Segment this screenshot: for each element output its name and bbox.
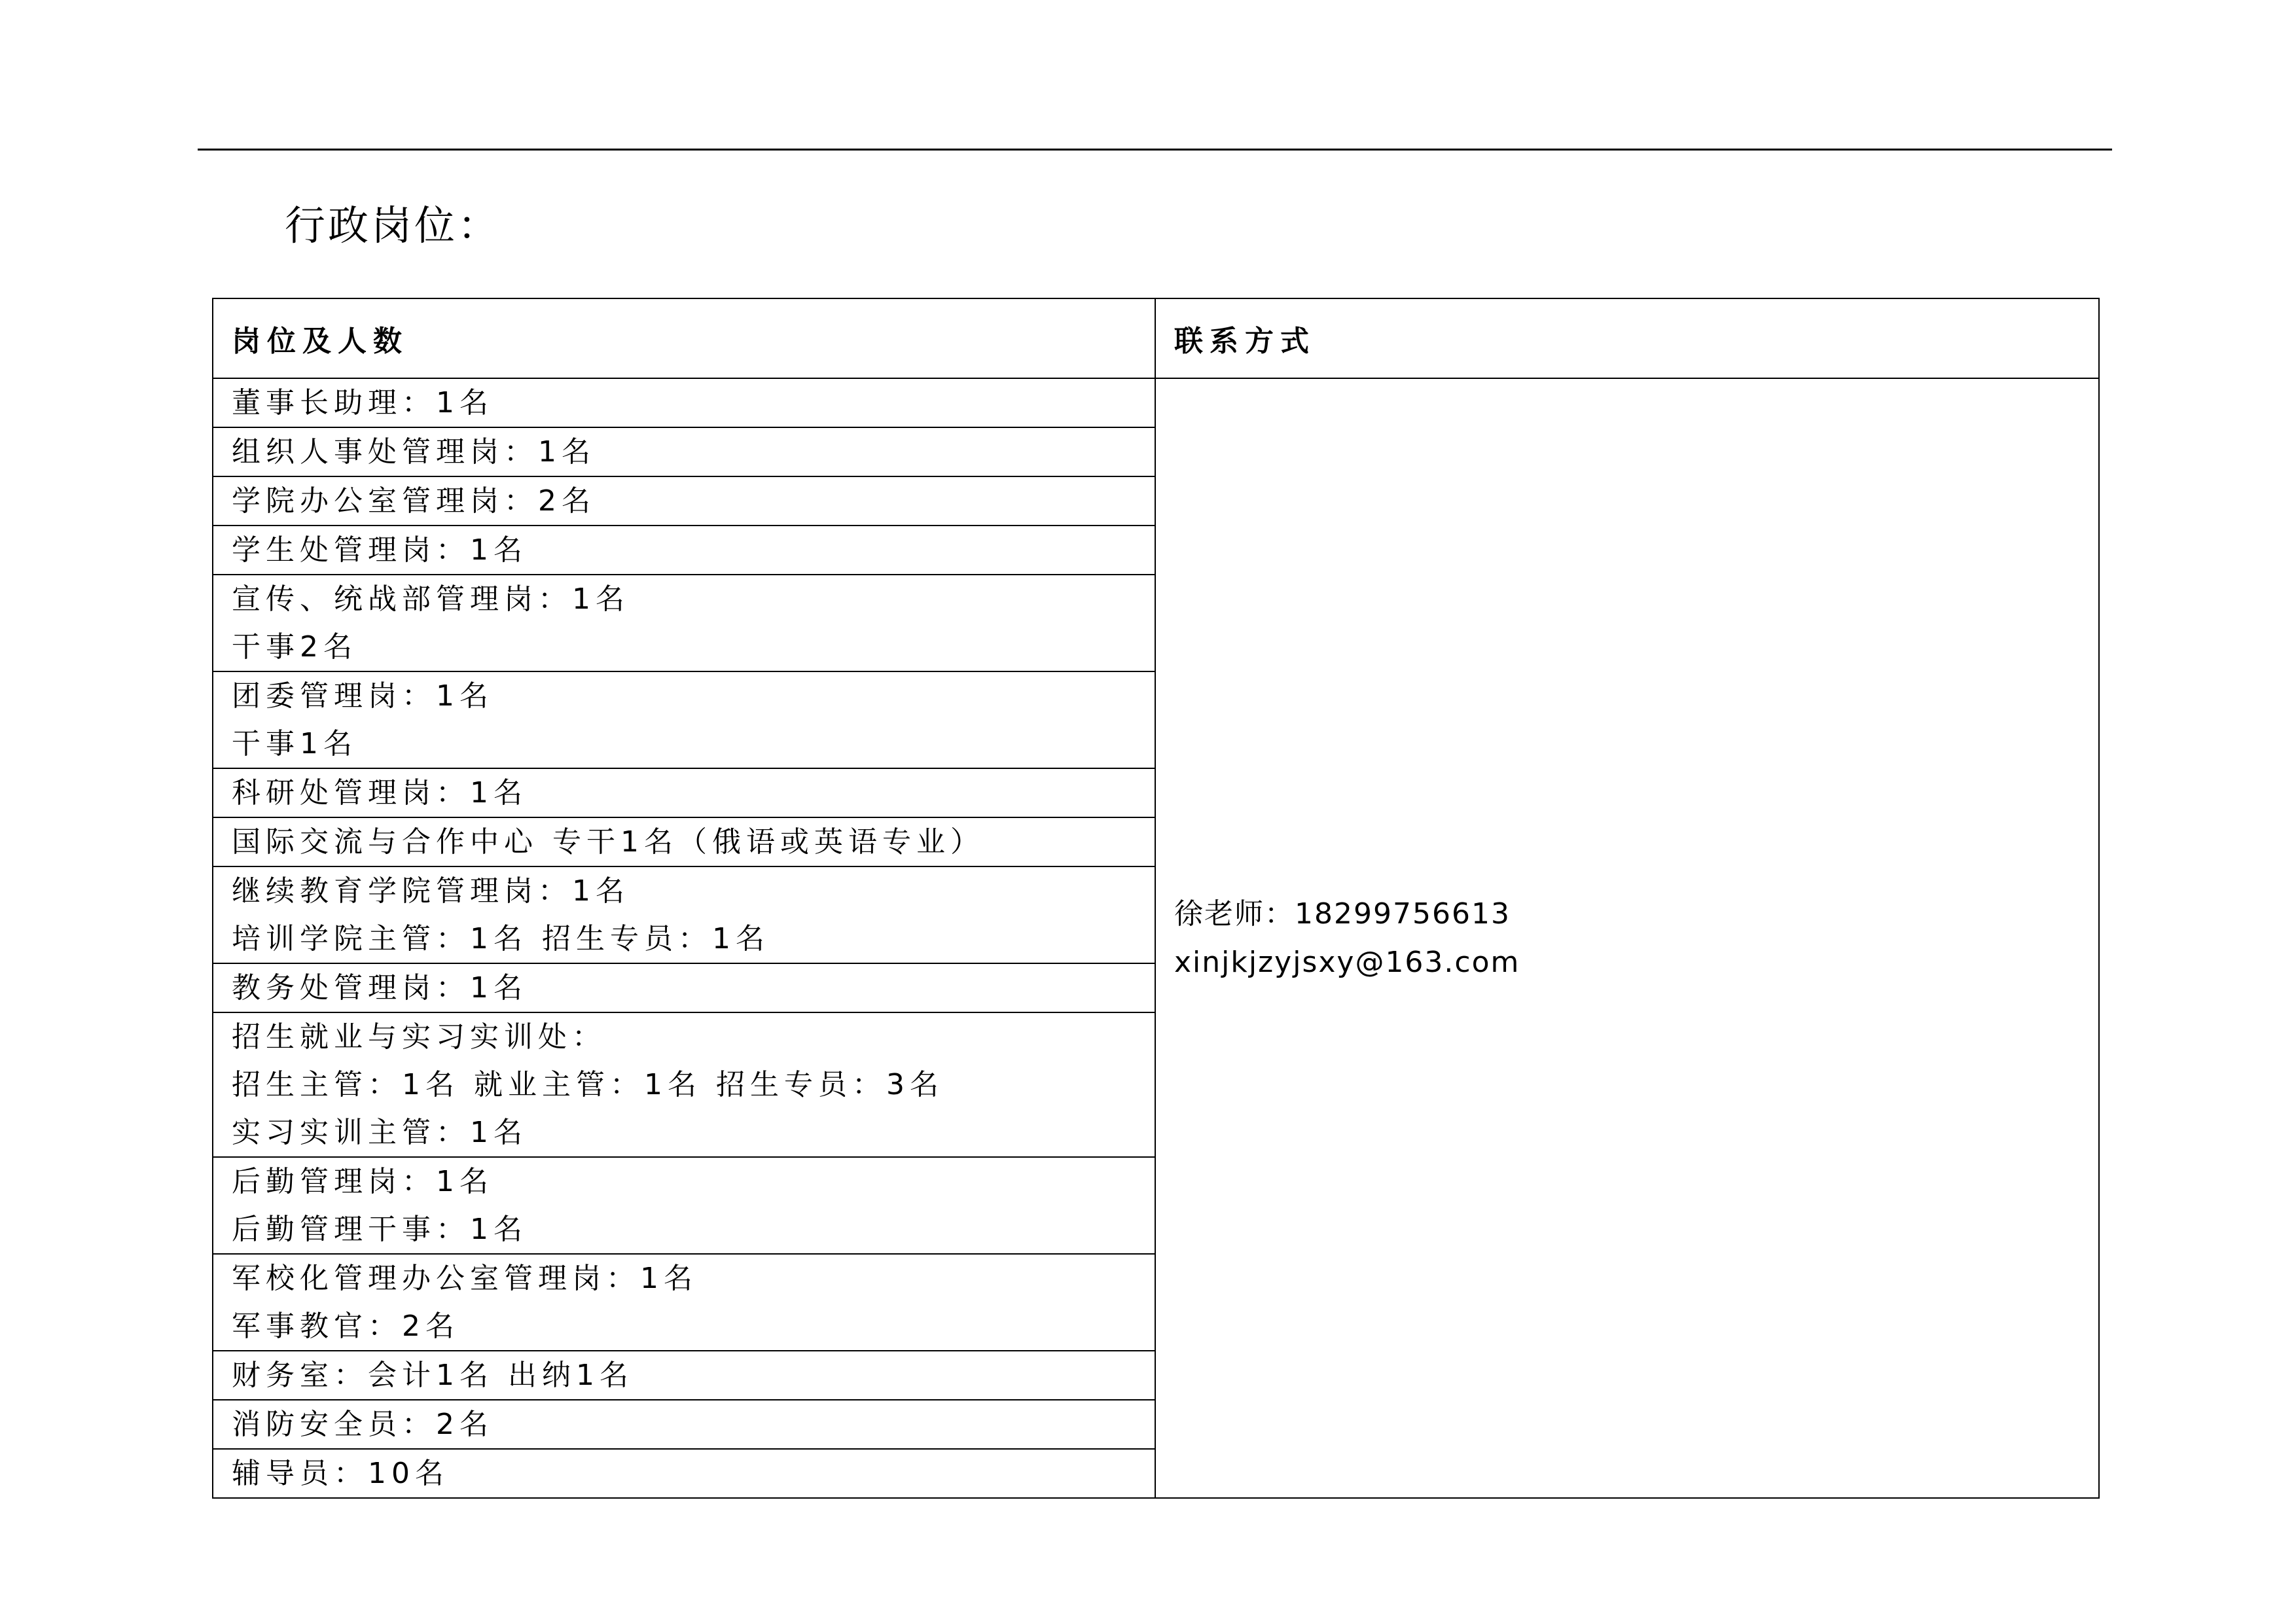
position-line: 学生处管理岗：1名: [232, 533, 528, 567]
table-header-row: [213, 298, 2099, 378]
position-line: 干事1名: [232, 727, 357, 760]
contact-name-phone: 徐老师：18299756613: [1174, 897, 1511, 931]
position-line: 消防安全员：2名: [232, 1408, 493, 1441]
position-cell: [213, 1351, 1155, 1400]
position-line: 董事长助理：1名: [232, 386, 493, 419]
position-line: 后勤管理岗：1名: [232, 1165, 493, 1198]
position-cell: [213, 963, 1155, 1012]
position-line: 干事2名: [232, 630, 357, 664]
contact-cell: [1155, 378, 2099, 1498]
position-line: 军校化管理办公室管理岗：1名: [232, 1262, 698, 1295]
position-cell: [213, 476, 1155, 526]
position-cell: [213, 1449, 1155, 1498]
position-cell: [213, 1157, 1155, 1254]
position-cell: [213, 671, 1155, 768]
contact-header: 联系方式: [1155, 298, 2099, 378]
position-line: 财务室：会计1名 出纳1名: [232, 1359, 634, 1392]
position-line: 教务处管理岗：1名: [232, 971, 528, 1005]
table-row: [213, 378, 2099, 427]
position-line: 国际交流与合作中心 专干1名（俄语或英语专业）: [232, 825, 984, 859]
position-cell: [213, 1012, 1155, 1157]
position-line: 辅导员：10名: [232, 1457, 449, 1490]
position-cell: [213, 1254, 1155, 1351]
position-line: 学院办公室管理岗：2名: [232, 484, 596, 518]
position-cell: [213, 768, 1155, 817]
position-line: 继续教育学院管理岗：1名: [232, 874, 630, 908]
position-line: 后勤管理干事：1名: [232, 1213, 528, 1246]
section-title: 行政岗位：: [285, 202, 501, 249]
position-line: 招生就业与实习实训处：: [232, 1020, 606, 1054]
position-cell: [213, 575, 1155, 671]
position-line: 培训学院主管：1名 招生专员：1名: [232, 922, 770, 955]
position-cell: [213, 866, 1155, 963]
position-cell: [213, 427, 1155, 476]
position-line: 招生主管：1名 就业主管：1名 招生专员：3名: [232, 1068, 944, 1101]
positions-header: 岗位及人数: [213, 298, 1155, 378]
position-line: 军事教官：2名: [232, 1310, 459, 1343]
position-cell: [213, 526, 1155, 575]
position-line: 组织人事处管理岗：1名: [232, 435, 596, 469]
contact-email: xinjkjzyjsxy@163.com: [1174, 945, 1520, 979]
position-line: 科研处管理岗：1名: [232, 776, 528, 810]
position-cell: [213, 817, 1155, 866]
position-line: 宣传、统战部管理岗：1名: [232, 582, 630, 616]
positions-table: [212, 298, 2100, 1499]
position-cell: [213, 378, 1155, 427]
header-divider: [198, 149, 2112, 151]
position-cell: [213, 1400, 1155, 1449]
position-line: 团委管理岗：1名: [232, 679, 493, 713]
position-line: 实习实训主管：1名: [232, 1116, 528, 1149]
